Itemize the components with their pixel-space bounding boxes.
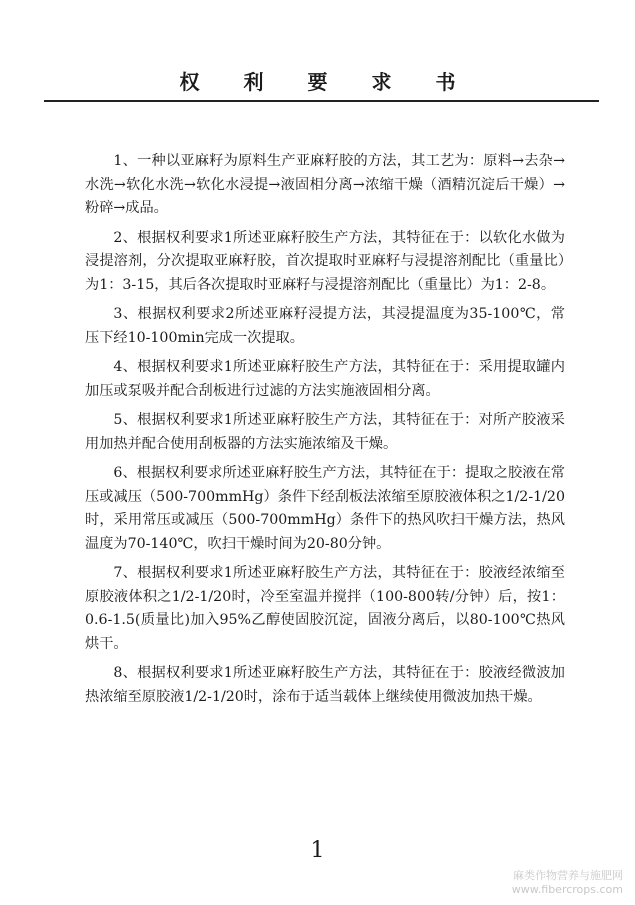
watermark: [512, 869, 623, 897]
claim-3: 3、根据权利要求2所述亚麻籽浸提方法，其浸提温度为35-100℃，常压下经10-100min完成一次提取。: [85, 306, 565, 346]
header-rule: [44, 100, 599, 102]
claim-7: 7、根据权利要求1所述亚麻籽胶生产方法，其特征在于：胶液经浓缩至原胶液体积之1/2-1/20时，冷至室温并搅拌（100-800转/分钟）后，按1：0.6-1.5(质量比)加入95%乙醇使固胶沉淀，固液分离后，以80-100℃热风烘干。: [85, 565, 565, 652]
title-char: 书: [435, 70, 456, 94]
watermark-site-name: 麻类作物营养与施肥网: [513, 869, 623, 882]
claim-5: 5、根据权利要求1所述亚麻籽胶生产方法，其特征在于：对所产胶液采用加热并配合使用刮板器的方法实施浓缩及干燥。: [85, 412, 565, 452]
page-title: [0, 66, 635, 95]
page-number: 1: [310, 838, 325, 863]
claim-6: 6、根据权利要求所述亚麻籽胶生产方法，其特征在于：提取之胶液在常压或减压（500-700mmHg）条件下经刮板法浓缩至原胶液体积之1/2-1/20时，采用常压或减压（500-700mmHg）条件下的热风吹扫干燥方法，热风温度为70-140℃，吹扫干燥时间为20-80分钟。: [85, 465, 565, 552]
claim-1: 1、一种以亚麻籽为原料生产亚麻籽胶的方法，其工艺为：原料→去杂→水洗→软化水洗→软化水浸提→液固相分离→浓缩干燥（酒精沉淀后干燥）→粉碎→成品。: [85, 153, 565, 216]
title-char: 权: [179, 70, 200, 94]
claims-list: [85, 150, 565, 715]
title-char: 要: [307, 70, 328, 94]
claim-8: 8、根据权利要求1所述亚麻籽胶生产方法，其特征在于：胶液经微波加热浓缩至原胶液1/2-1/20时，涂布于适当载体上继续使用微波加热干燥。: [85, 665, 565, 705]
claim-2: 2、根据权利要求1所述亚麻籽胶生产方法，其特征在于：以软化水做为浸提溶剂，分次提取亚麻籽胶，首次提取时亚麻籽与浸提溶剂配比（重量比）为1：3-15，其后各次提取时亚麻籽与浸提溶剂配比（重量比）为1：2-8。: [85, 229, 565, 293]
watermark-url: www.fibercrops.com: [511, 883, 623, 896]
title-char: 利: [243, 70, 264, 94]
claim-4: 4、根据权利要求1所述亚麻籽胶生产方法，其特征在于：采用提取罐内加压或泵吸并配合刮板进行过滤的方法实施液固相分离。: [85, 359, 565, 399]
title-char: 求: [371, 70, 392, 94]
